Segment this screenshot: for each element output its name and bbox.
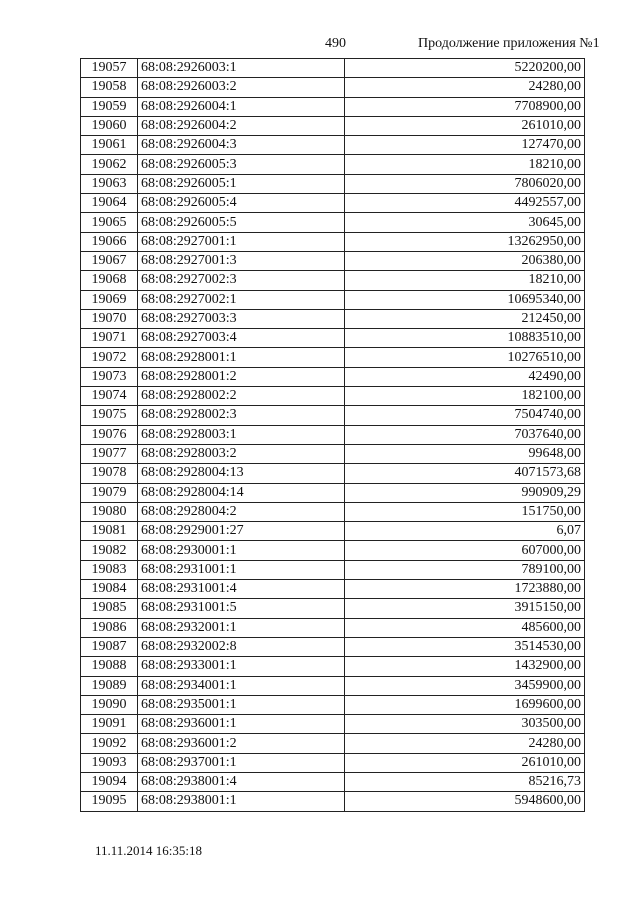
cadastral-value: 4492557,00	[345, 194, 585, 213]
table-row	[81, 174, 585, 193]
row-number: 19065	[81, 213, 138, 232]
row-number: 19088	[81, 657, 138, 676]
row-number: 19067	[81, 251, 138, 270]
row-number: 19066	[81, 232, 138, 251]
table-row	[81, 792, 585, 811]
cadastral-value: 1432900,00	[345, 657, 585, 676]
row-number: 19084	[81, 580, 138, 599]
cadastral-number: 68:08:2938001:1	[138, 792, 345, 811]
cadastral-number: 68:08:2938001:4	[138, 772, 345, 791]
cadastral-value: 1699600,00	[345, 695, 585, 714]
cadastral-value: 485600,00	[345, 618, 585, 637]
cadastral-number: 68:08:2936001:1	[138, 715, 345, 734]
cadastral-value: 18210,00	[345, 271, 585, 290]
row-number: 19070	[81, 309, 138, 328]
cadastral-value: 303500,00	[345, 715, 585, 734]
table-row	[81, 580, 585, 599]
cadastral-number: 68:08:2926005:4	[138, 194, 345, 213]
cadastral-number: 68:08:2928002:2	[138, 387, 345, 406]
cadastral-number: 68:08:2931001:4	[138, 580, 345, 599]
row-number: 19081	[81, 522, 138, 541]
cadastral-value: 24280,00	[345, 734, 585, 753]
cadastral-value: 789100,00	[345, 560, 585, 579]
cadastral-value: 261010,00	[345, 753, 585, 772]
row-number: 19073	[81, 367, 138, 386]
table-row	[81, 425, 585, 444]
table-row	[81, 251, 585, 270]
table-row	[81, 155, 585, 174]
cadastral-value: 18210,00	[345, 155, 585, 174]
cadastral-value: 3514530,00	[345, 637, 585, 656]
row-number: 19058	[81, 78, 138, 97]
cadastral-value: 151750,00	[345, 502, 585, 521]
cadastral-value: 99648,00	[345, 444, 585, 463]
cadastral-number: 68:08:2928004:14	[138, 483, 345, 502]
table-row	[81, 464, 585, 483]
appendix-title: Продолжение приложения №1	[418, 36, 600, 51]
cadastral-number: 68:08:2931001:5	[138, 599, 345, 618]
cadastral-value: 7806020,00	[345, 174, 585, 193]
row-number: 19064	[81, 194, 138, 213]
row-number: 19095	[81, 792, 138, 811]
cadastral-value: 24280,00	[345, 78, 585, 97]
cadastral-value: 4071573,68	[345, 464, 585, 483]
cadastral-number: 68:08:2929001:27	[138, 522, 345, 541]
cadastral-number: 68:08:2927003:3	[138, 309, 345, 328]
table-row	[81, 232, 585, 251]
table-row	[81, 78, 585, 97]
table-row	[81, 715, 585, 734]
cadastral-number: 68:08:2928001:2	[138, 367, 345, 386]
cadastral-number: 68:08:2932002:8	[138, 637, 345, 656]
cadastral-value: 5948600,00	[345, 792, 585, 811]
row-number: 19059	[81, 97, 138, 116]
cadastral-number: 68:08:2926004:1	[138, 97, 345, 116]
cadastral-number: 68:08:2928002:3	[138, 406, 345, 425]
row-number: 19089	[81, 676, 138, 695]
table-row	[81, 560, 585, 579]
row-number: 19080	[81, 502, 138, 521]
table-body	[81, 59, 585, 812]
table-row	[81, 367, 585, 386]
cadastral-value: 7708900,00	[345, 97, 585, 116]
row-number: 19071	[81, 329, 138, 348]
cadastral-number: 68:08:2928004:2	[138, 502, 345, 521]
row-number: 19085	[81, 599, 138, 618]
cadastral-value: 10883510,00	[345, 329, 585, 348]
cadastral-value: 212450,00	[345, 309, 585, 328]
table-row	[81, 676, 585, 695]
cadastral-number: 68:08:2928001:1	[138, 348, 345, 367]
row-number: 19057	[81, 59, 138, 78]
cadastral-number: 68:08:2927002:1	[138, 290, 345, 309]
row-number: 19086	[81, 618, 138, 637]
cadastral-value: 3459900,00	[345, 676, 585, 695]
table-row	[81, 116, 585, 135]
cadastral-number: 68:08:2926005:5	[138, 213, 345, 232]
row-number: 19062	[81, 155, 138, 174]
cadastral-value: 607000,00	[345, 541, 585, 560]
cadastral-value: 13262950,00	[345, 232, 585, 251]
table-row	[81, 136, 585, 155]
row-number: 19068	[81, 271, 138, 290]
table-row	[81, 772, 585, 791]
cadastral-value: 261010,00	[345, 116, 585, 135]
table-row	[81, 502, 585, 521]
cadastral-value: 10276510,00	[345, 348, 585, 367]
table-row	[81, 657, 585, 676]
cadastral-value: 85216,73	[345, 772, 585, 791]
table-row	[81, 406, 585, 425]
cadastral-number: 68:08:2935001:1	[138, 695, 345, 714]
cadastral-number: 68:08:2933001:1	[138, 657, 345, 676]
table-row	[81, 271, 585, 290]
cadastral-number: 68:08:2926004:3	[138, 136, 345, 155]
cadastral-value: 30645,00	[345, 213, 585, 232]
cadastral-value: 127470,00	[345, 136, 585, 155]
table-row	[81, 541, 585, 560]
table-row	[81, 734, 585, 753]
cadastral-value: 1723880,00	[345, 580, 585, 599]
table-row	[81, 329, 585, 348]
cadastral-number: 68:08:2926005:3	[138, 155, 345, 174]
row-number: 19082	[81, 541, 138, 560]
row-number: 19079	[81, 483, 138, 502]
row-number: 19074	[81, 387, 138, 406]
table-row	[81, 637, 585, 656]
table-row	[81, 599, 585, 618]
table-row	[81, 483, 585, 502]
row-number: 19061	[81, 136, 138, 155]
cadastral-value: 7037640,00	[345, 425, 585, 444]
table-row	[81, 522, 585, 541]
footer-timestamp: 11.11.2014 16:35:18	[95, 843, 203, 858]
cadastral-number: 68:08:2928003:1	[138, 425, 345, 444]
table-row	[81, 213, 585, 232]
cadastral-value: 42490,00	[345, 367, 585, 386]
cadastral-number: 68:08:2931001:1	[138, 560, 345, 579]
table-row	[81, 290, 585, 309]
cadastral-number: 68:08:2930001:1	[138, 541, 345, 560]
row-number: 19063	[81, 174, 138, 193]
cadastral-number: 68:08:2927003:4	[138, 329, 345, 348]
cadastral-number: 68:08:2926003:1	[138, 59, 345, 78]
cadastral-number: 68:08:2926003:2	[138, 78, 345, 97]
row-number: 19083	[81, 560, 138, 579]
row-number: 19090	[81, 695, 138, 714]
row-number: 19069	[81, 290, 138, 309]
cadastral-number: 68:08:2932001:1	[138, 618, 345, 637]
page-number: 490	[325, 36, 346, 51]
row-number: 19094	[81, 772, 138, 791]
cadastral-number: 68:08:2926004:2	[138, 116, 345, 135]
cadastral-value: 182100,00	[345, 387, 585, 406]
table-row	[81, 387, 585, 406]
table-row	[81, 753, 585, 772]
cadastral-number: 68:08:2927001:1	[138, 232, 345, 251]
cadastral-number: 68:08:2928004:13	[138, 464, 345, 483]
cadastral-value: 5220200,00	[345, 59, 585, 78]
row-number: 19093	[81, 753, 138, 772]
cadastral-value: 10695340,00	[345, 290, 585, 309]
cadastral-number: 68:08:2934001:1	[138, 676, 345, 695]
cadastral-value: 206380,00	[345, 251, 585, 270]
row-number: 19091	[81, 715, 138, 734]
row-number: 19087	[81, 637, 138, 656]
cadastral-value: 6,07	[345, 522, 585, 541]
table-row	[81, 444, 585, 463]
table-row	[81, 59, 585, 78]
table-row	[81, 618, 585, 637]
cadastral-number: 68:08:2937001:1	[138, 753, 345, 772]
table-row	[81, 97, 585, 116]
row-number: 19075	[81, 406, 138, 425]
table-row	[81, 348, 585, 367]
row-number: 19092	[81, 734, 138, 753]
cadastral-value: 7504740,00	[345, 406, 585, 425]
table-row	[81, 309, 585, 328]
cadastral-number: 68:08:2928003:2	[138, 444, 345, 463]
row-number: 19060	[81, 116, 138, 135]
cadastral-value: 3915150,00	[345, 599, 585, 618]
table-row	[81, 695, 585, 714]
row-number: 19078	[81, 464, 138, 483]
cadastral-number: 68:08:2926005:1	[138, 174, 345, 193]
registry-table	[80, 58, 585, 812]
row-number: 19072	[81, 348, 138, 367]
cadastral-number: 68:08:2927001:3	[138, 251, 345, 270]
table-row	[81, 194, 585, 213]
cadastral-number: 68:08:2927002:3	[138, 271, 345, 290]
cadastral-value: 990909,29	[345, 483, 585, 502]
row-number: 19076	[81, 425, 138, 444]
cadastral-number: 68:08:2936001:2	[138, 734, 345, 753]
row-number: 19077	[81, 444, 138, 463]
